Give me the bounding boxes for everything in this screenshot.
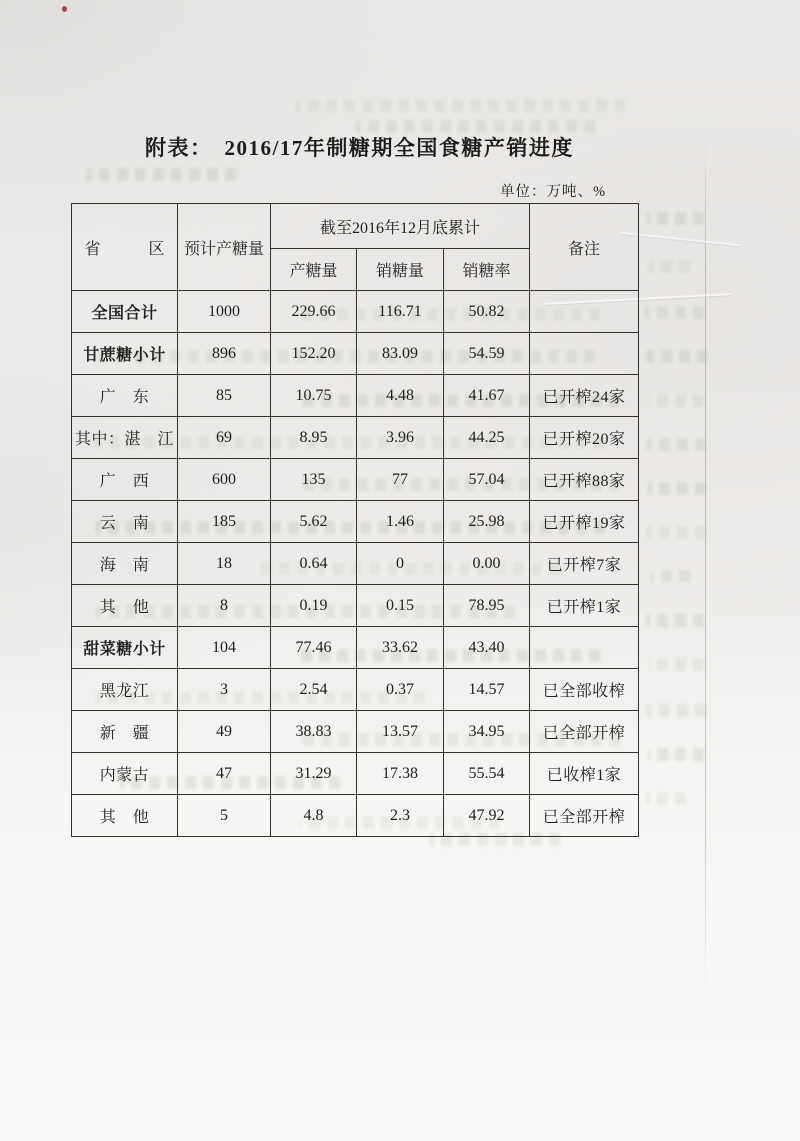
cell-province: 其 他	[72, 795, 178, 837]
bleedthrough-smudge	[646, 526, 706, 539]
bleedthrough-smudge	[355, 120, 595, 133]
bleedthrough-smudge	[648, 394, 704, 407]
cell-produced: 38.83	[271, 711, 357, 753]
cell-note: 已开榨20家	[530, 417, 639, 459]
cell-sold: 13.57	[357, 711, 444, 753]
table-row	[72, 795, 639, 837]
cell-expected: 18	[178, 543, 271, 585]
cell-produced: 8.95	[271, 417, 357, 459]
cell-province: 黑龙江	[72, 669, 178, 711]
cell-sold: 4.48	[357, 375, 444, 417]
cell-rate: 50.82	[444, 291, 530, 333]
bleedthrough-smudge	[644, 306, 704, 319]
cell-produced: 10.75	[271, 375, 357, 417]
cell-rate: 43.40	[444, 627, 530, 669]
cell-expected: 85	[178, 375, 271, 417]
bleedthrough-smudge	[646, 792, 686, 805]
cell-produced: 4.8	[271, 795, 357, 837]
cell-province: 内蒙古	[72, 753, 178, 795]
bleedthrough-smudge	[86, 168, 236, 181]
cell-expected: 49	[178, 711, 271, 753]
table-row	[72, 753, 639, 795]
col-header-rate: 销糖率	[444, 249, 530, 291]
cell-note: 已开榨7家	[530, 543, 639, 585]
bleedthrough-smudge	[648, 260, 690, 273]
cell-produced: 2.54	[271, 669, 357, 711]
header-row-top	[72, 204, 639, 249]
cell-sold: 2.3	[357, 795, 444, 837]
col-header-province: 省 区	[72, 204, 178, 291]
bleedthrough-smudge	[650, 570, 690, 583]
table-row	[72, 333, 639, 375]
cell-note	[530, 333, 639, 375]
table-row	[72, 375, 639, 417]
cell-rate: 34.95	[444, 711, 530, 753]
col-header-sold: 销糖量	[357, 249, 444, 291]
cell-province: 其 他	[72, 585, 178, 627]
cell-produced: 0.64	[271, 543, 357, 585]
table-row	[72, 543, 639, 585]
cell-rate: 44.25	[444, 417, 530, 459]
cell-sold: 0.37	[357, 669, 444, 711]
cell-note: 已开榨88家	[530, 459, 639, 501]
cell-rate: 14.57	[444, 669, 530, 711]
cell-produced: 77.46	[271, 627, 357, 669]
cell-sold: 3.96	[357, 417, 444, 459]
cell-province: 全国合计	[72, 291, 178, 333]
cell-province: 广 东	[72, 375, 178, 417]
cell-note: 已开榨19家	[530, 501, 639, 543]
cell-province: 甘蔗糖小计	[72, 333, 178, 375]
page-title: 附表： 2016/17年制糖期全国食糖产销进度	[145, 136, 574, 160]
cell-rate: 55.54	[444, 753, 530, 795]
cell-note	[530, 291, 639, 333]
bleedthrough-smudge	[646, 212, 704, 225]
cell-province: 其中：湛 江	[72, 417, 178, 459]
table-row	[72, 585, 639, 627]
col-header-cumulative: 截至2016年12月底累计	[271, 204, 530, 249]
cell-produced: 135	[271, 459, 357, 501]
cell-expected: 600	[178, 459, 271, 501]
cell-expected: 69	[178, 417, 271, 459]
cell-expected: 3	[178, 669, 271, 711]
cell-province: 海 南	[72, 543, 178, 585]
cell-sold: 0	[357, 543, 444, 585]
bleedthrough-smudge	[646, 614, 704, 627]
cell-note: 已开榨24家	[530, 375, 639, 417]
cell-sold: 77	[357, 459, 444, 501]
cell-rate: 54.59	[444, 333, 530, 375]
cell-sold: 17.38	[357, 753, 444, 795]
table-row	[72, 417, 639, 459]
cell-expected: 8	[178, 585, 271, 627]
sugar-production-table	[71, 203, 639, 837]
table-row	[72, 669, 639, 711]
cell-note: 已全部开榨	[530, 711, 639, 753]
cell-province: 广 西	[72, 459, 178, 501]
cell-note: 已收榨1家	[530, 753, 639, 795]
cell-expected: 896	[178, 333, 271, 375]
cell-note: 已全部收榨	[530, 669, 639, 711]
bleedthrough-smudge	[646, 438, 706, 451]
cell-produced: 229.66	[271, 291, 357, 333]
bleedthrough-smudge	[648, 482, 706, 495]
cell-produced: 5.62	[271, 501, 357, 543]
cell-rate: 41.67	[444, 375, 530, 417]
table-row	[72, 291, 639, 333]
cell-province: 甜菜糖小计	[72, 627, 178, 669]
cell-expected: 5	[178, 795, 271, 837]
table-row	[72, 459, 639, 501]
cell-province: 新 疆	[72, 711, 178, 753]
cell-expected: 104	[178, 627, 271, 669]
bleedthrough-smudge	[648, 748, 704, 761]
bleedthrough-smudge	[648, 658, 704, 671]
cell-note: 已全部开榨	[530, 795, 639, 837]
cell-rate: 78.95	[444, 585, 530, 627]
cell-sold: 83.09	[357, 333, 444, 375]
cell-expected: 185	[178, 501, 271, 543]
cell-sold: 0.15	[357, 585, 444, 627]
col-header-expected: 预计产糖量	[178, 204, 271, 291]
cell-rate: 57.04	[444, 459, 530, 501]
cell-produced: 31.29	[271, 753, 357, 795]
bleedthrough-smudge	[646, 350, 708, 363]
cell-expected: 1000	[178, 291, 271, 333]
table-row	[72, 501, 639, 543]
cell-sold: 1.46	[357, 501, 444, 543]
cell-sold: 116.71	[357, 291, 444, 333]
cell-note: 已开榨1家	[530, 585, 639, 627]
cell-note	[530, 627, 639, 669]
cell-province: 云 南	[72, 501, 178, 543]
table-row	[72, 627, 639, 669]
col-header-produced: 产糖量	[271, 249, 357, 291]
table-row	[72, 711, 639, 753]
unit-note: 单位：万吨、%	[500, 184, 607, 200]
cell-produced: 0.19	[271, 585, 357, 627]
bleedthrough-smudge	[646, 704, 706, 717]
cell-sold: 33.62	[357, 627, 444, 669]
cell-expected: 47	[178, 753, 271, 795]
cell-rate: 47.92	[444, 795, 530, 837]
cell-rate: 25.98	[444, 501, 530, 543]
cell-rate: 0.00	[444, 543, 530, 585]
cell-produced: 152.20	[271, 333, 357, 375]
col-header-notes: 备注	[530, 204, 639, 291]
bleedthrough-smudge	[295, 99, 625, 112]
